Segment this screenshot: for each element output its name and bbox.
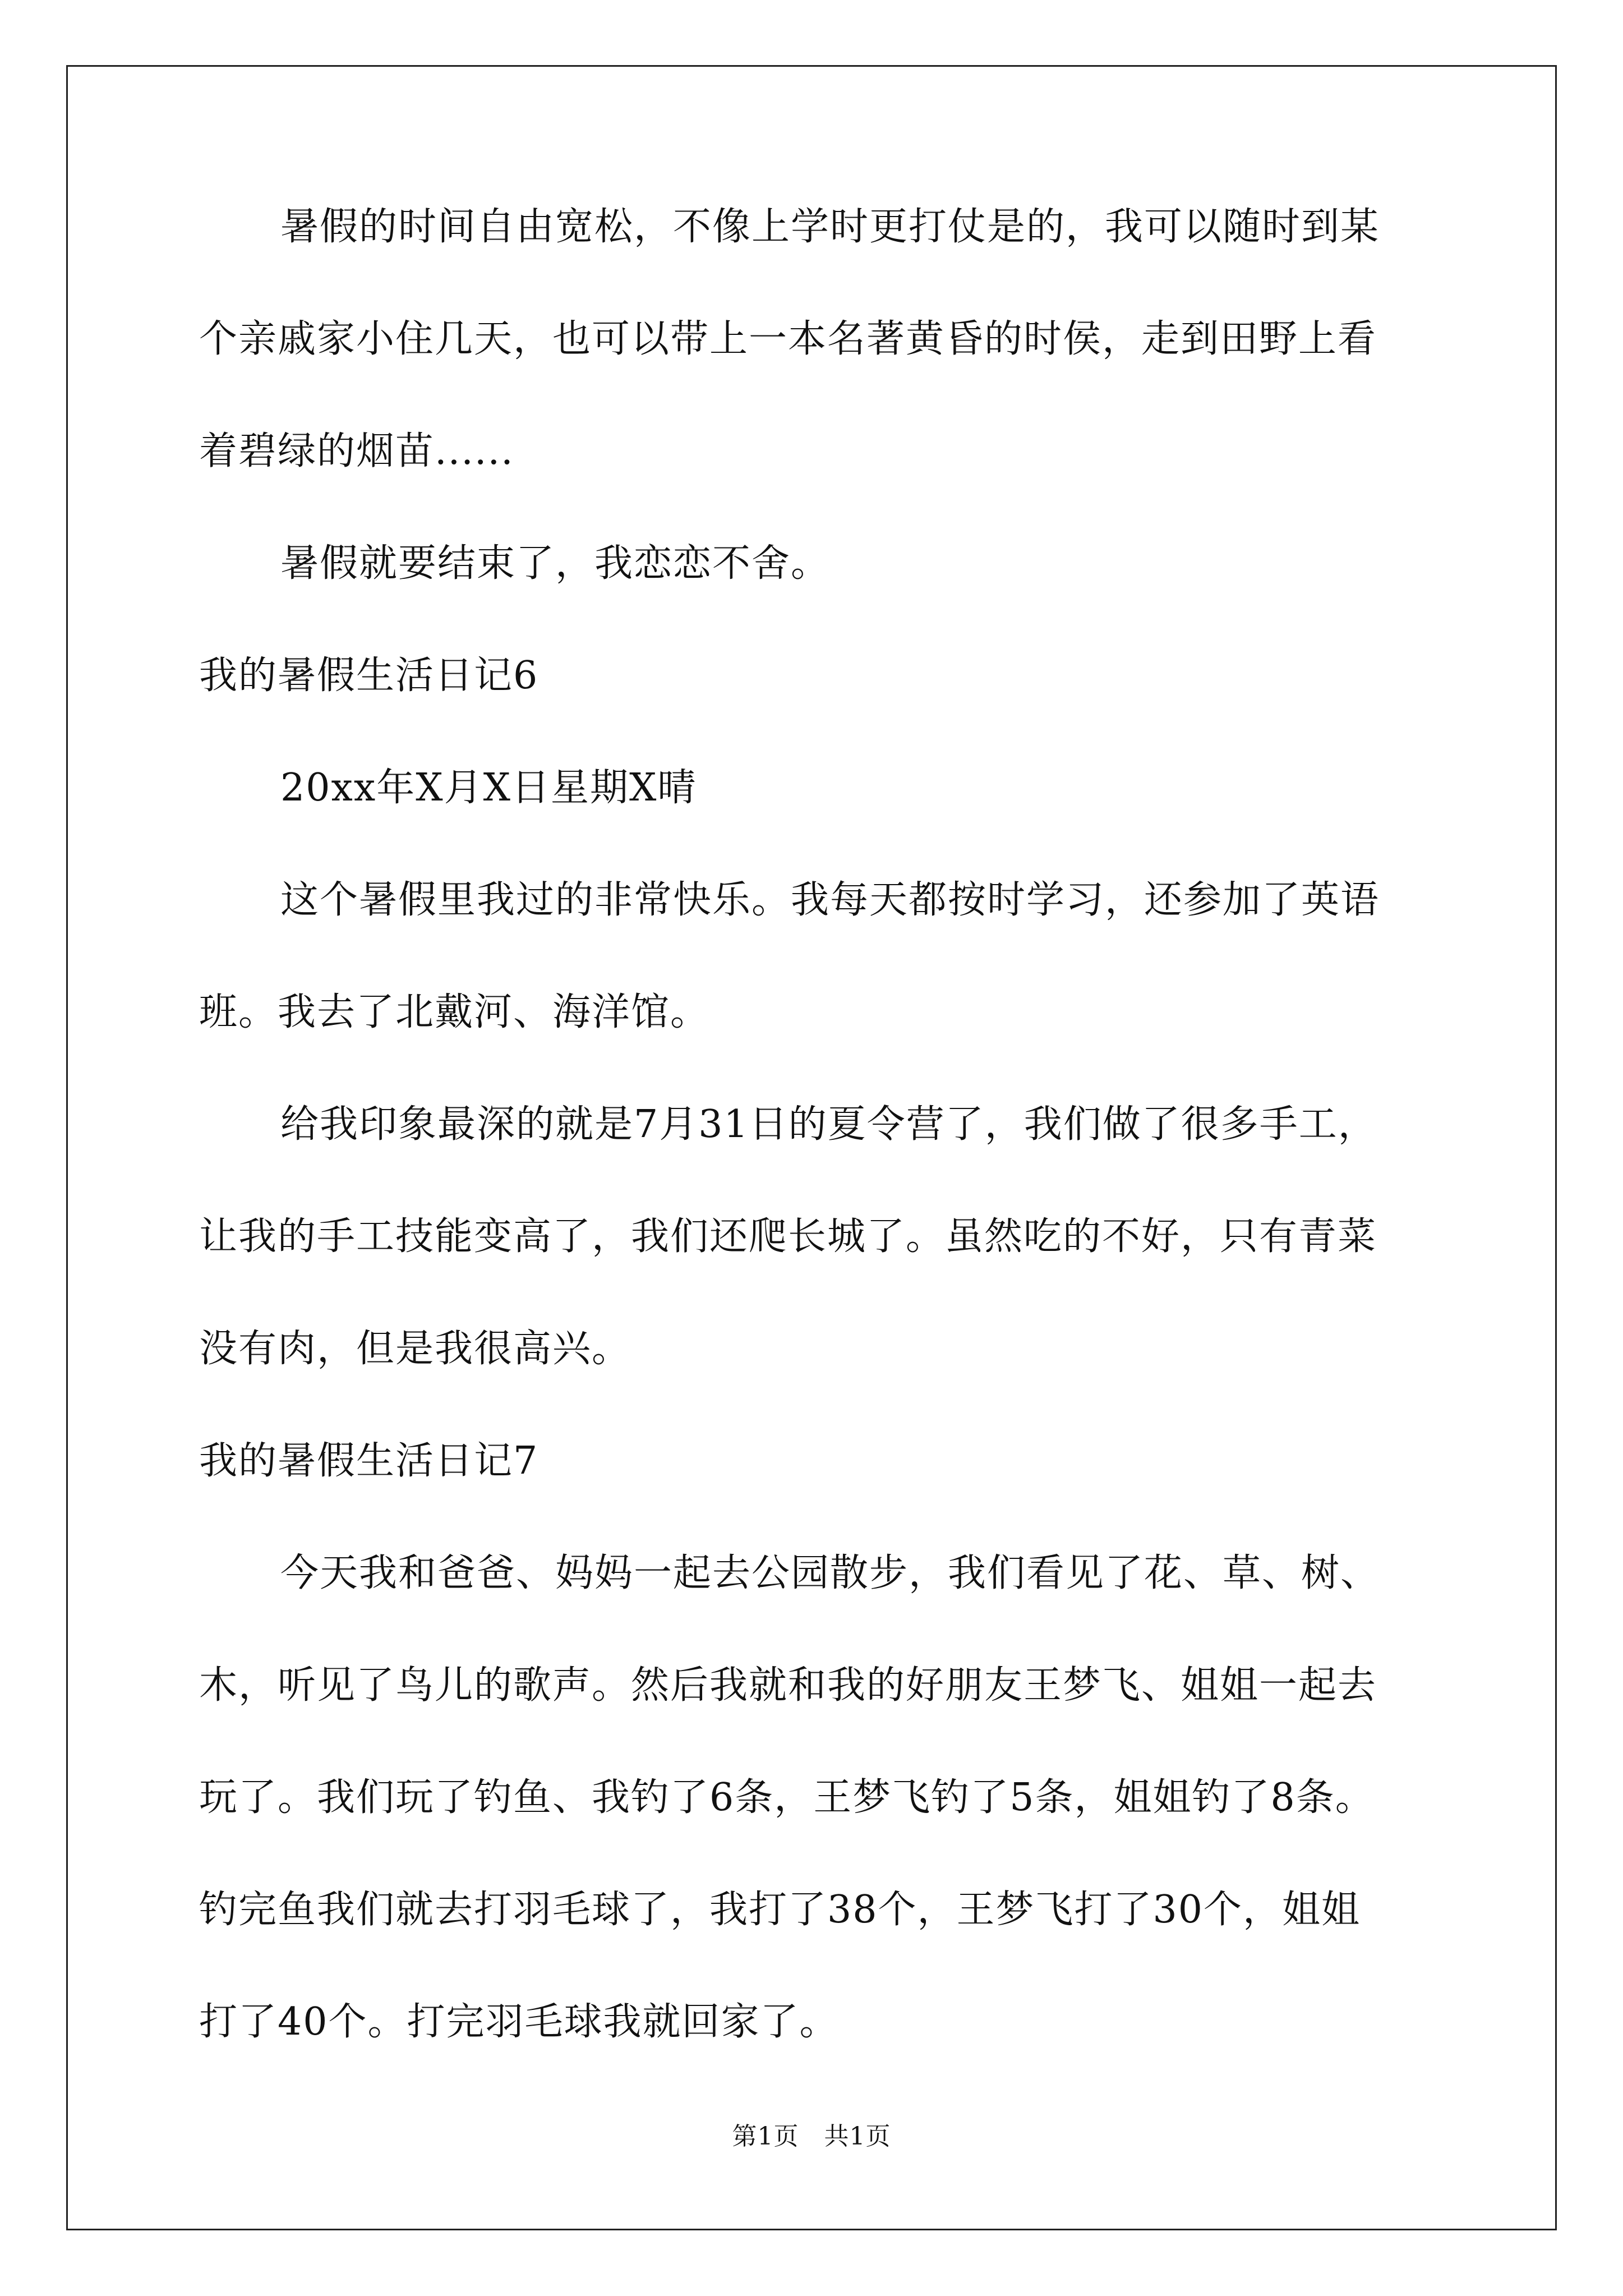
paragraph-line: 着碧绿的烟苗...... <box>199 429 514 473</box>
section-heading-6: 我的暑假生活日记6 <box>199 654 539 698</box>
paragraph-line: 这个暑假里我过的非常快乐。我每天都按时学习，还参加了英语 <box>280 878 1380 922</box>
paragraph-line: 没有肉，但是我很高兴。 <box>199 1327 631 1371</box>
paragraph-line: 班。我去了北戴河、海洋馆。 <box>199 990 710 1034</box>
paragraph-line: 暑假的时间自由宽松，不像上学时更打仗是的，我可以随时到某 <box>280 205 1380 249</box>
paragraph-line: 个亲戚家小住几天，也可以带上一本名著黄昏的时侯，走到田野上看 <box>199 317 1377 361</box>
paragraph-line: 打了40个。打完羽毛球我就回家了。 <box>199 2000 839 2044</box>
section-heading-7: 我的暑假生活日记7 <box>199 1439 539 1483</box>
page-footer: 第1页 共1页 <box>732 2122 891 2151</box>
paragraph-line: 玩了。我们玩了钓鱼、我钓了6条，王梦飞钓了5条，姐姐钓了8条。 <box>199 1775 1375 1820</box>
diary-date-line: 20xx年X月X日星期X晴 <box>280 766 697 810</box>
paragraph-line: 钓完鱼我们就去打羽毛球了，我打了38个，王梦飞打了30个，姐姐 <box>199 1888 1361 1932</box>
paragraph-line: 让我的手工技能变高了，我们还爬长城了。虽然吃的不好，只有青菜 <box>199 1214 1377 1259</box>
paragraph-line: 暑假就要结束了，我恋恋不舍。 <box>280 541 831 586</box>
paragraph-line: 给我印象最深的就是7月31日的夏令营了，我们做了很多手工， <box>280 1102 1377 1147</box>
paragraph-line: 木，听见了鸟儿的歌声。然后我就和我的好朋友王梦飞、姐姐一起去 <box>199 1663 1377 1708</box>
paragraph-line: 今天我和爸爸、妈妈一起去公园散步，我们看见了花、草、树、 <box>280 1551 1380 1595</box>
